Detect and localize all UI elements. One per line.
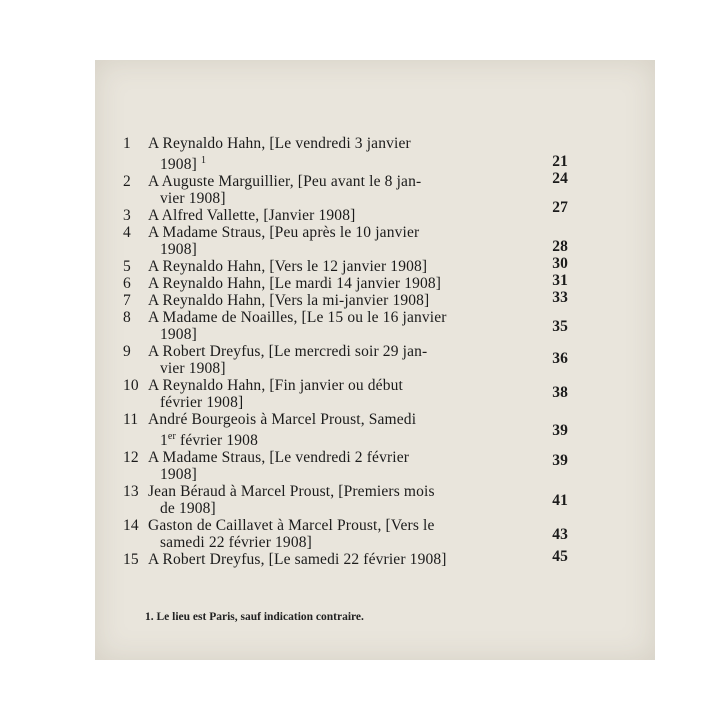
entry-line-1: A Madame de Noailles, [Le 15 ou le 16 janvier xyxy=(148,309,447,326)
entry-line-1: A Madame Straus, [Peu après le 10 janvier xyxy=(148,224,420,241)
table-of-contents xyxy=(123,135,571,568)
entry-number: 7 xyxy=(123,292,131,309)
entry-title xyxy=(148,551,516,568)
toc-entry xyxy=(123,309,571,343)
entry-line-2: de 1908] xyxy=(160,500,216,517)
entry-line-2: 1908] xyxy=(160,326,197,343)
entry-line-2: vier 1908] xyxy=(160,190,226,207)
entry-title xyxy=(148,173,516,207)
toc-entry xyxy=(123,483,571,517)
page-number: 21 xyxy=(552,153,568,170)
entry-number: 12 xyxy=(123,449,139,466)
footnote: 1. Le lieu est Paris, sauf indication contraire. xyxy=(145,611,364,623)
entry-line-1: A Auguste Marguillier, [Peu avant le 8 jan- xyxy=(148,173,422,190)
page-number: 31 xyxy=(552,272,568,289)
entry-title xyxy=(148,258,516,275)
entry-number: 1 xyxy=(123,135,131,152)
entry-line-2: 1908] xyxy=(160,241,197,258)
entry-number: 14 xyxy=(123,517,139,534)
page-number: 39 xyxy=(552,452,568,469)
entry-line-2: 1er février 1908 xyxy=(160,431,258,449)
toc-entry xyxy=(123,548,571,568)
entry-title xyxy=(148,207,516,224)
entry-line-2: samedi 22 février 1908] xyxy=(160,534,312,551)
entry-title xyxy=(148,517,516,551)
page-number: 35 xyxy=(552,318,568,335)
toc-entry xyxy=(123,343,571,377)
page-number: 30 xyxy=(552,255,568,272)
entry-line-1: A Madame Straus, [Le vendredi 2 février xyxy=(148,449,410,466)
entry-title xyxy=(148,275,516,292)
footnote-mark: 1 xyxy=(200,155,207,166)
entry-number: 3 xyxy=(123,207,131,224)
entry-title xyxy=(148,292,516,309)
page-number: 28 xyxy=(552,238,568,255)
page-number: 41 xyxy=(552,492,568,509)
entry-line-2: 1908] xyxy=(160,466,197,483)
entry-number: 10 xyxy=(123,377,139,394)
entry-line-1: A Robert Dreyfus, [Le mercredi soir 29 jan- xyxy=(148,343,428,360)
entry-line-1: A Reynaldo Hahn, [Le vendredi 3 janvier xyxy=(148,135,411,152)
toc-entry xyxy=(123,135,571,173)
entry-title xyxy=(148,309,516,343)
entry-line-2: février 1908] xyxy=(160,394,244,411)
page-number: 43 xyxy=(552,526,568,543)
page-number: 39 xyxy=(552,422,568,439)
toc-entry xyxy=(123,170,571,207)
entry-number: 4 xyxy=(123,224,131,241)
toc-entry xyxy=(123,411,571,449)
entry-line-2: vier 1908] xyxy=(160,360,226,377)
entry-title xyxy=(148,343,516,377)
entry-number: 5 xyxy=(123,258,131,275)
toc-entry xyxy=(123,449,571,483)
entry-title xyxy=(148,411,516,449)
page-number: 38 xyxy=(552,384,568,401)
toc-entry xyxy=(123,199,571,224)
entry-title xyxy=(148,483,516,517)
page-number: 27 xyxy=(552,199,568,216)
page-number: 24 xyxy=(552,170,568,187)
entry-title xyxy=(148,377,516,411)
toc-entry xyxy=(123,377,571,411)
page-number: 45 xyxy=(552,548,568,565)
toc-entry xyxy=(123,255,571,275)
toc-entry xyxy=(123,272,571,292)
toc-entry xyxy=(123,224,571,258)
page-number: 33 xyxy=(552,289,568,306)
entry-line-1: Gaston de Caillavet à Marcel Proust, [Vers le xyxy=(148,517,435,534)
entry-title xyxy=(148,224,516,258)
entry-line-1: André Bourgeois à Marcel Proust, Samedi xyxy=(148,411,417,428)
entry-number: 9 xyxy=(123,343,131,360)
entry-line-1: A Alfred Vallette, [Janvier 1908] xyxy=(148,207,356,224)
entry-line-1: A Robert Dreyfus, [Le samedi 22 février 1908] xyxy=(148,551,447,568)
page-number: 36 xyxy=(552,350,568,367)
entry-number: 8 xyxy=(123,309,131,326)
entry-line-1: Jean Béraud à Marcel Proust, [Premiers mois xyxy=(148,483,435,500)
ordinal-suffix: er xyxy=(167,431,176,442)
entry-line-2-text: 1908] xyxy=(160,156,197,173)
entry-line-1: A Reynaldo Hahn, [Fin janvier ou début xyxy=(148,377,403,394)
entry-title xyxy=(148,449,516,483)
entry-number: 15 xyxy=(123,551,139,568)
entry-line-1: A Reynaldo Hahn, [Le mardi 14 janvier 1908] xyxy=(148,275,442,292)
toc-entry xyxy=(123,289,571,309)
entry-line-2 xyxy=(148,152,516,173)
entry-title xyxy=(148,135,516,173)
entry-number: 6 xyxy=(123,275,131,292)
entry-line-1: A Reynaldo Hahn, [Vers le 12 janvier 1908] xyxy=(148,258,428,275)
entry-number: 11 xyxy=(123,411,139,428)
entry-line-1: A Reynaldo Hahn, [Vers la mi-janvier 1908] xyxy=(148,292,430,309)
entry-number: 2 xyxy=(123,173,131,190)
toc-entry xyxy=(123,517,571,551)
entry-number: 13 xyxy=(123,483,139,500)
book-page xyxy=(95,60,655,660)
